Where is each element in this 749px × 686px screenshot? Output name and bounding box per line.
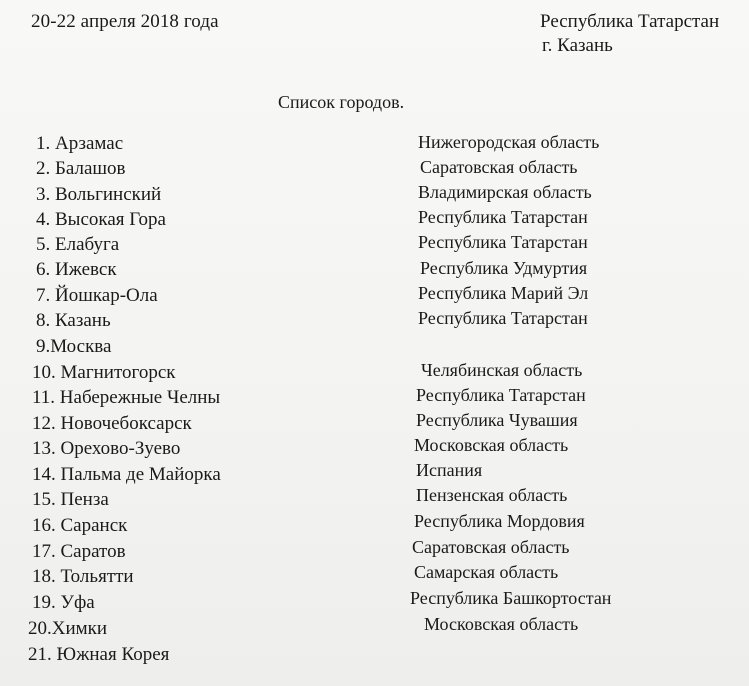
item-number: 18. xyxy=(32,566,56,587)
item-region: Московская область xyxy=(414,435,569,455)
item-number: 9. xyxy=(36,336,51,357)
list-item xyxy=(32,362,176,384)
item-region: Республика Чувашия xyxy=(416,410,578,430)
item-region: Республика Марий Эл xyxy=(418,283,589,303)
item-city: Пенза xyxy=(60,489,109,510)
item-region: Республика Татарстан xyxy=(418,207,588,227)
item-city: Саранск xyxy=(60,515,128,536)
list-item xyxy=(36,133,123,155)
item-city: Балашов xyxy=(55,158,126,179)
item-number: 4. xyxy=(36,209,51,230)
item-number: 15. xyxy=(32,489,56,510)
header-region: Республика Татарстан xyxy=(540,11,720,32)
item-city: Магнитогорск xyxy=(60,362,176,383)
item-city: Казань xyxy=(55,310,111,331)
header-city: г. Казань xyxy=(542,35,613,56)
item-number: 19. xyxy=(32,592,56,613)
item-city: Уфа xyxy=(60,592,95,613)
item-number: 5. xyxy=(36,234,51,255)
list-item xyxy=(32,541,126,563)
list-item xyxy=(32,464,221,486)
item-number: 21. xyxy=(28,644,52,665)
item-city: Пальма де Майорка xyxy=(60,464,221,485)
item-city: Тольятти xyxy=(60,566,134,587)
item-city: Химки xyxy=(51,618,108,639)
item-number: 17. xyxy=(32,541,56,562)
item-number: 10. xyxy=(32,362,56,383)
item-region: Саратовская область xyxy=(420,157,578,177)
item-city: Саратов xyxy=(60,541,126,562)
list-item xyxy=(28,618,107,640)
list-item xyxy=(32,489,109,511)
list-item xyxy=(36,209,166,231)
item-city: Елабуга xyxy=(55,234,120,255)
item-number: 20. xyxy=(28,618,52,639)
item-number: 3. xyxy=(36,184,51,205)
item-number: 2. xyxy=(36,158,51,179)
item-city: Южная Корея xyxy=(56,644,170,665)
list-item xyxy=(32,566,134,588)
item-city: Йошкар-Ола xyxy=(55,285,158,306)
item-region: Республика Татарстан xyxy=(418,232,588,252)
item-region: Московская область xyxy=(424,614,579,634)
item-number: 16. xyxy=(32,515,56,536)
list-item xyxy=(36,184,161,206)
header-date: 20-22 апреля 2018 года xyxy=(31,11,219,32)
list-item xyxy=(36,310,111,332)
item-region: Испания xyxy=(416,460,483,480)
item-city: Орехово-Зуево xyxy=(60,438,181,459)
list-item xyxy=(28,644,169,666)
item-number: 1. xyxy=(36,133,51,154)
list-item xyxy=(36,285,158,307)
list-item xyxy=(32,387,220,409)
item-region: Республика Удмуртия xyxy=(420,258,588,278)
item-number: 7. xyxy=(36,285,51,306)
item-city: Москва xyxy=(50,336,112,357)
item-number: 8. xyxy=(36,310,51,331)
item-region: Республика Татарстан xyxy=(418,308,588,328)
item-city: Ижевск xyxy=(55,259,117,280)
item-number: 6. xyxy=(36,259,51,280)
list-item xyxy=(36,158,126,180)
item-number: 14. xyxy=(32,464,56,485)
list-item xyxy=(32,515,127,537)
list-item xyxy=(32,592,95,614)
item-city: Высокая Гора xyxy=(55,209,166,230)
item-city: Новочебоксарск xyxy=(60,413,192,434)
item-city: Набережные Челны xyxy=(59,387,221,408)
list-item xyxy=(32,413,192,435)
item-number: 12. xyxy=(32,413,56,434)
item-number: 11. xyxy=(32,387,56,408)
item-region: Самарская область xyxy=(414,562,559,582)
item-region: Владимирская область xyxy=(418,182,592,202)
item-region: Республика Мордовия xyxy=(414,511,585,531)
list-title: Список городов. xyxy=(278,92,405,112)
item-region: Челябинская область xyxy=(421,360,583,380)
item-region: Саратовская область xyxy=(412,537,570,557)
item-region: Пензенская область xyxy=(416,485,568,505)
list-item xyxy=(32,438,180,460)
item-number: 13. xyxy=(32,438,56,459)
item-region: Республика Татарстан xyxy=(416,385,586,405)
item-city: Вольгинский xyxy=(55,184,162,205)
item-region: Республика Башкортостан xyxy=(410,588,612,608)
item-region: Нижегородская область xyxy=(418,132,600,152)
list-item xyxy=(36,234,119,256)
item-city: Арзамас xyxy=(55,133,124,154)
list-item xyxy=(36,336,111,358)
list-item xyxy=(36,259,117,281)
